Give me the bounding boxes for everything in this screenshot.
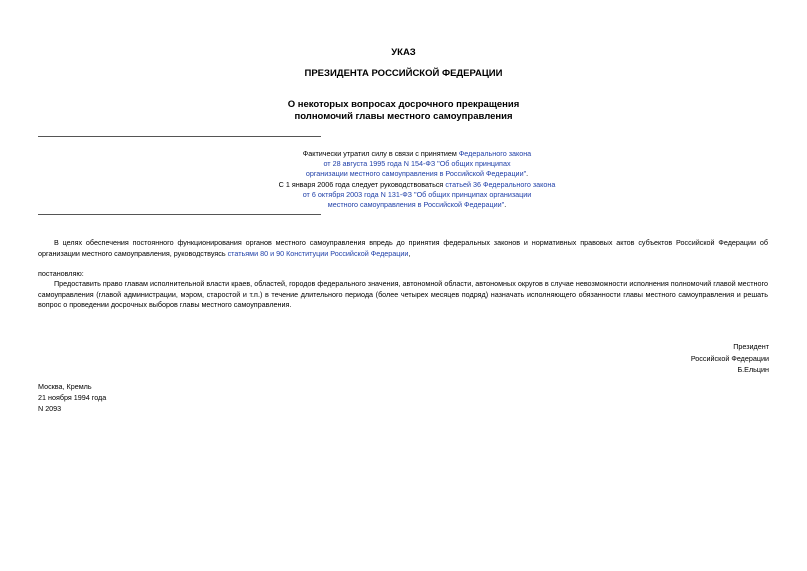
note-line-5: [200, 190, 634, 200]
note-line-3-text: .: [526, 169, 529, 179]
note-line-1: [200, 149, 634, 159]
article-36-link[interactable]: статьей 36 Федерального закона: [445, 179, 556, 189]
federal-law-154-title-link[interactable]: организации местного самоуправления в Российской Федерации": [305, 169, 527, 179]
signature-position: Президент: [733, 342, 769, 351]
federal-law-131-link[interactable]: от 6 октября 2003 года N 131-ФЗ "Об общих принципах организации: [302, 189, 532, 199]
federal-law-154-link[interactable]: от 28 августа 1995 года N 154-ФЗ "Об общих принципах: [323, 159, 511, 169]
operative-paragraph: Предоставить право главам исполнительной власти краев, областей, городов федерального значения, автономной области, автономных округов в случае невозможности исполнения полномочий главой местного самоуправления (главой администрации, мэром, старостой и т.п.) в течение длительного периода (более четырех месяцев подряд) назначать исполняющего обязанности главы местного самоуправления и решать вопрос о проведении досрочных выборов главы местного самоуправления.: [38, 279, 768, 309]
preamble-text: В целях обеспечения постоянного функционирования органов местного самоуправления впредь до принятия федеральных законов и нормативных правовых актов субъектов Российской Федерации об организации местного самоуправления, руководствуясь: [38, 238, 768, 258]
document-number: N 2093: [38, 404, 62, 413]
signature-country: Российской Федерации: [690, 353, 769, 363]
subject-line-1: О некоторых вопросах досрочного прекращения: [287, 99, 520, 110]
federal-law-131-title-link[interactable]: местного самоуправления в Российской Федерации": [327, 200, 505, 210]
document-subject: [0, 99, 807, 123]
note-line-4-text: С 1 января 2006 года следует руководствоваться: [278, 179, 446, 189]
status-note: [200, 149, 634, 210]
date: 21 ноября 1994 года: [38, 393, 107, 402]
place-date-block: [38, 381, 106, 414]
note-line-6-text: .: [504, 200, 507, 210]
federal-law-link[interactable]: Федерального закона: [458, 149, 532, 158]
preamble-end: ,: [408, 248, 411, 258]
note-line-4: [200, 180, 634, 190]
issuer-title: ПРЕЗИДЕНТА РОССИЙСКОЙ ФЕДЕРАЦИИ: [304, 68, 503, 79]
signature-block: [691, 341, 769, 376]
subject-line-2: полномочий главы местного самоуправления: [294, 111, 513, 122]
signature-name: Б.Ельцин: [737, 365, 769, 374]
document-type-title: УКАЗ: [391, 47, 416, 58]
note-line-2: [200, 159, 634, 169]
note-line-6: [200, 200, 634, 210]
note-line-1-text: Фактически утратил силу в связи с принятием: [302, 149, 459, 158]
top-divider: [38, 136, 321, 137]
place: Москва, Кремль: [38, 382, 92, 391]
bottom-divider: [38, 214, 321, 215]
decree-word: постановляю:: [38, 269, 84, 278]
preamble-paragraph: [38, 238, 768, 259]
note-line-3: [200, 169, 634, 179]
constitution-articles-link[interactable]: статьями 80 и 90 Конституции Российской Федерации: [227, 248, 409, 258]
